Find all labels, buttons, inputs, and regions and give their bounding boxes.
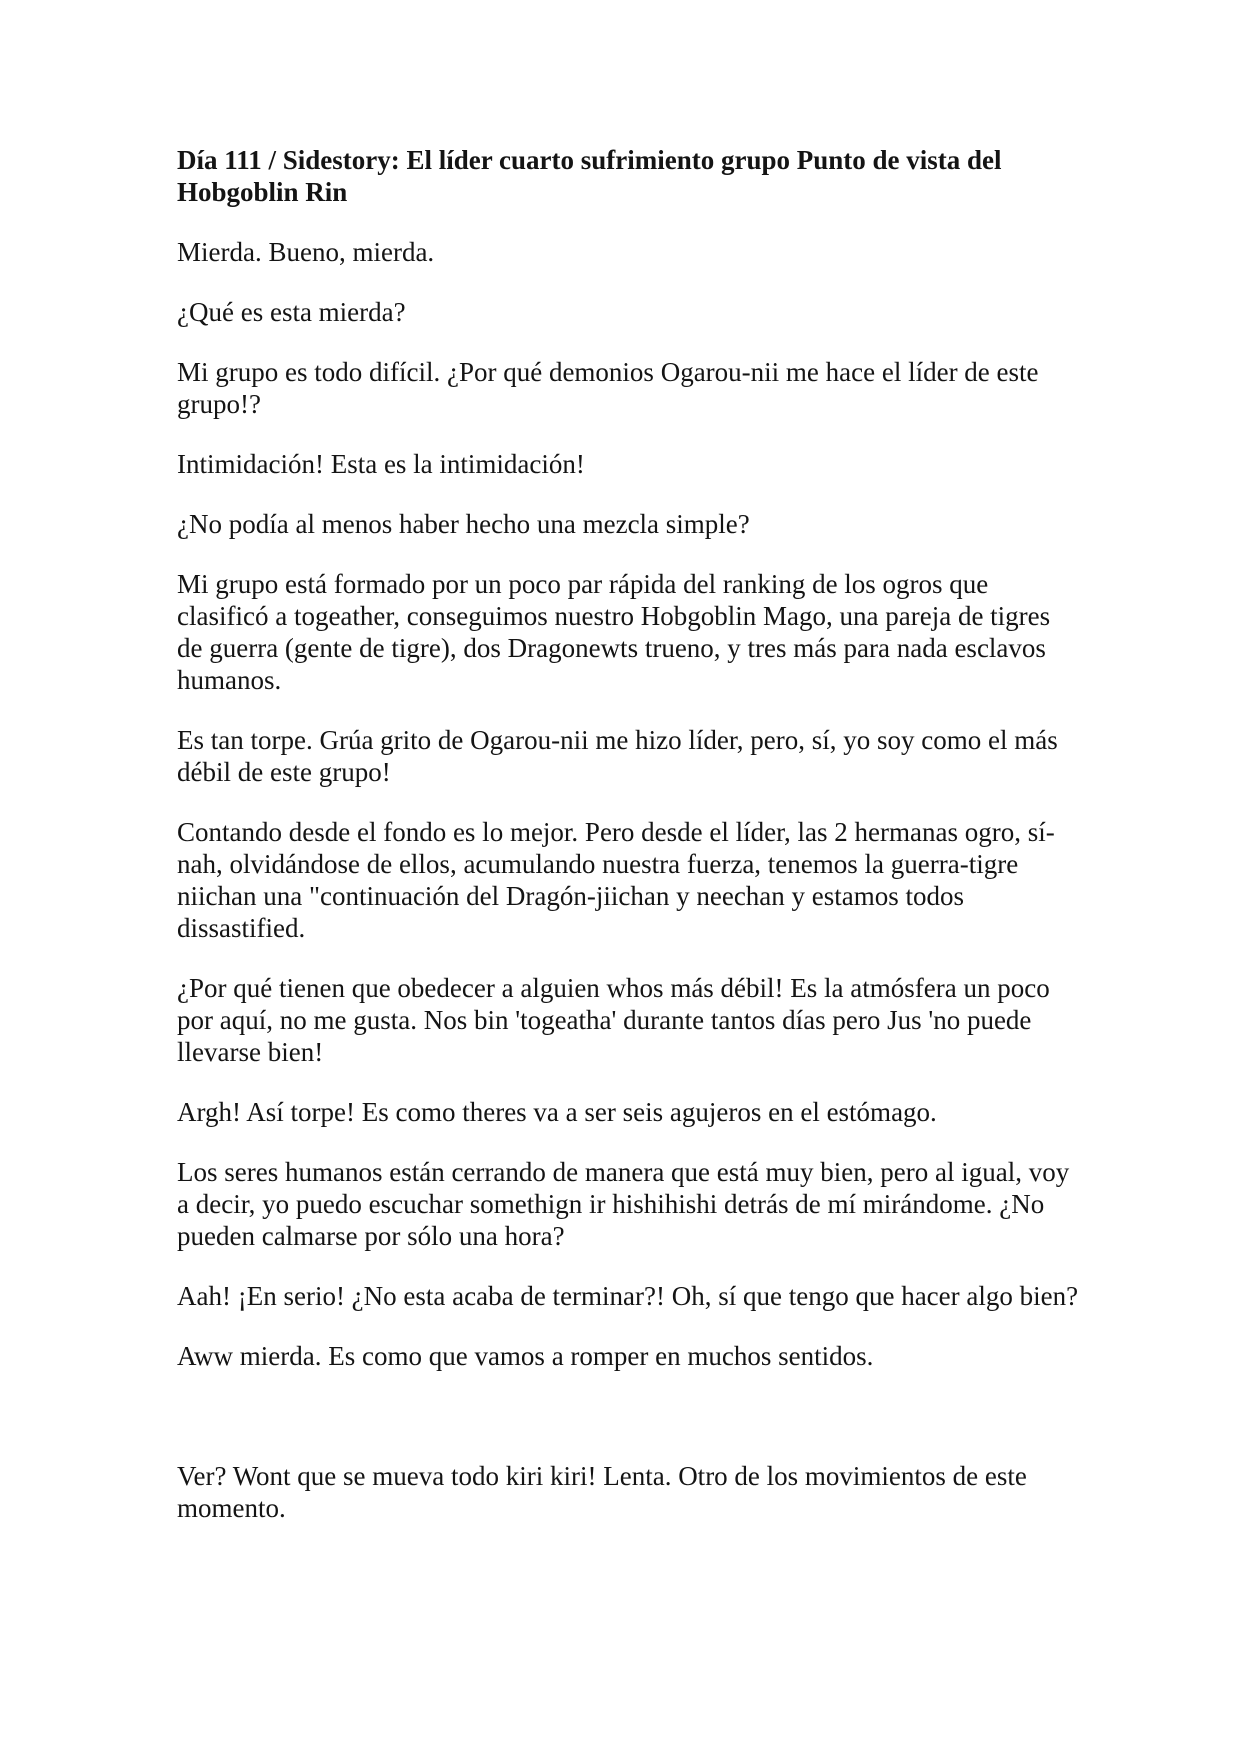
paragraph: Mi grupo es todo difícil. ¿Por qué demonios Ogarou-nii me hace el líder de este grupo!?: [177, 357, 1039, 419]
paragraph: Intimidación! Esta es la intimidación!: [177, 449, 585, 479]
paragraph: Es tan torpe. Grúa grito de Ogarou-nii me hizo líder, pero, sí, yo soy como el más débil de este grupo!: [177, 725, 1058, 787]
paragraph: ¿No podía al menos haber hecho una mezcla simple?: [177, 509, 750, 539]
paragraph: Aah! ¡En serio! ¿No esta acaba de terminar?! Oh, sí que tengo que hacer algo bien?: [177, 1281, 1079, 1311]
paragraph: ¿Por qué tienen que obedecer a alguien whos más débil! Es la atmósfera un poco por aquí, no me gusta. Nos bin 'togeatha' durante tantos días pero Jus 'no puede llevarse bien!: [177, 973, 1050, 1067]
paragraph: Los seres humanos están cerrando de manera que está muy bien, pero al igual, voy a decir, yo puedo escuchar somethign ir hishihishi detrás de mí mirándome. ¿No pueden calmarse por sólo una hora?: [177, 1157, 1070, 1251]
chapter-title: Día 111 / Sidestory: El líder cuarto sufrimiento grupo Punto de vista del Hobgoblin Rin: [177, 145, 1002, 207]
document-page: [177, 144, 1082, 1552]
paragraph: Mi grupo está formado por un poco par rápida del ranking de los ogros que clasificó a togeather, conseguimos nuestro Hobgoblin Mago, una pareja de tigres de guerra (gente de tigre), dos Dragonewts trueno, y tres más para nada esclavos humanos.: [177, 569, 1051, 695]
paragraph: Argh! Así torpe! Es como theres va a ser seis agujeros en el estómago.: [177, 1097, 937, 1127]
paragraph: Aww mierda. Es como que vamos a romper en muchos sentidos.: [177, 1341, 874, 1371]
paragraph: Mierda. Bueno, mierda.: [177, 237, 435, 267]
paragraph: ¿Qué es esta mierda?: [177, 297, 406, 327]
paragraph: Ver? Wont que se mueva todo kiri kiri! Lenta. Otro de los movimientos de este momento.: [177, 1461, 1027, 1523]
paragraph: Contando desde el fondo es lo mejor. Pero desde el líder, las 2 hermanas ogro, sí-nah, olvidándose de ellos, acumulando nuestra fuerza, tenemos la guerra-tigre niichan una "continuación del Dragón-jiichan y neechan y estamos todos dissastified.: [177, 817, 1055, 943]
